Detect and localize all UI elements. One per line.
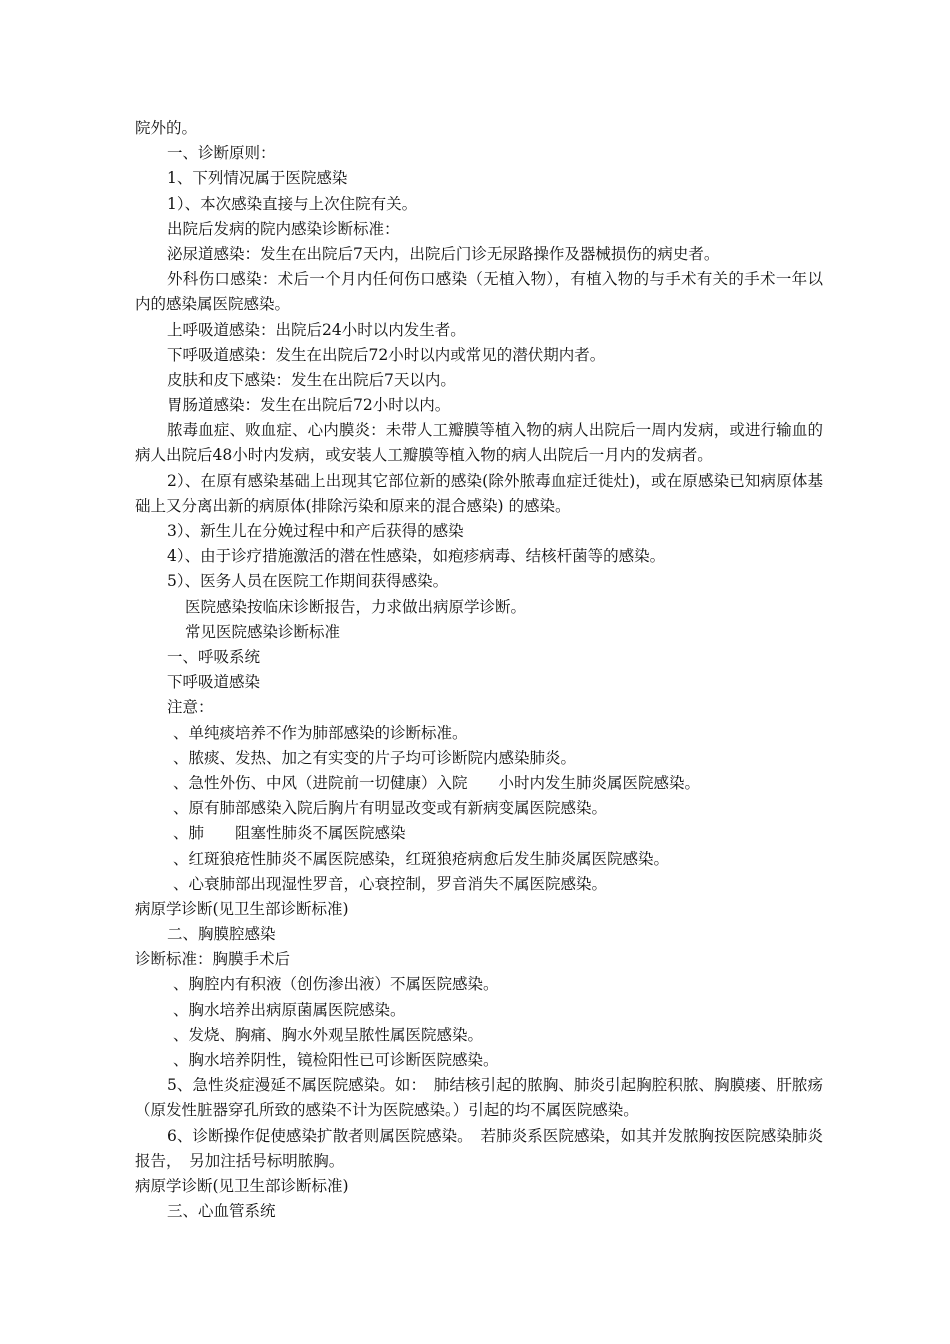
text-line: 1）、本次感染直接与上次住院有关。: [167, 194, 418, 213]
text-line: 3）、新生儿在分娩过程中和产后获得的感染: [167, 522, 464, 541]
text-line: 、胸水培养出病原菌属医院感染。: [173, 1000, 406, 1019]
text-line: 病原学诊断(见卫生部诊断标准): [135, 899, 349, 918]
text-line: 5）、医务人员在医院工作期间获得感染。: [167, 572, 449, 591]
text-line: 、心衰肺部出现湿性罗音，心衰控制，罗音消失不属医院感染。: [173, 874, 608, 893]
text-line: 4）、由于诊疗措施激活的潜在性感染，如疱疹病毒、结核杆菌等的感染。: [167, 547, 666, 566]
text-line: 6、诊断操作促使感染扩散者则属医院感染。 若肺炎系医院感染，如其并发脓胸按医院感染肺炎报告， 另加注括号标明脓胸。: [135, 1126, 823, 1170]
text-line: 泌尿道感染：发生在出院后7天内，出院后门诊无尿路操作及器械损伤的病史者。: [167, 244, 720, 263]
text-line: 1、下列情况属于医院感染: [167, 169, 348, 188]
text-line: 医院感染按临床诊断报告，力求做出病原学诊断。: [185, 597, 527, 616]
text-line: 一、呼吸系统: [167, 648, 261, 667]
text-line: 、原有肺部感染入院后胸片有明显改变或有新病变属医院感染。: [173, 799, 608, 818]
document-body: [135, 116, 823, 1224]
text-line: 、发烧、胸痛、胸水外观呈脓性属医院感染。: [173, 1025, 484, 1044]
text-line: 外科伤口感染：术后一个月内任何伤口感染（无植入物），有植入物的与手术有关的手术一年以内的感染属医院感染。: [135, 270, 823, 314]
text-line: 、胸水培养阴性，镜检阳性已可诊断医院感染。: [173, 1051, 499, 1070]
text-line: 脓毒血症、败血症、心内膜炎：未带人工瓣膜等植入物的病人出院后一周内发病，或进行输血的病人出院后48小时内发病，或安装人工瓣膜等植入物的病人出院后一月内的发病者。: [135, 421, 823, 465]
text-line: 、肺 阻塞性肺炎不属医院感染: [173, 824, 406, 843]
text-line: 诊断标准：胸膜手术后: [135, 950, 291, 969]
text-line: 2）、在原有感染基础上出现其它部位新的感染(除外脓毒血症迁徙灶)，或在原感染已知病原体基础上又分离出新的病原体(排除污染和原来的混合感染) 的感染。: [135, 471, 823, 515]
text-line: 三、心血管系统: [167, 1202, 276, 1221]
text-line: 、红斑狼疮性肺炎不属医院感染，红斑狼疮病愈后发生肺炎属医院感染。: [173, 849, 670, 868]
text-line: 、胸腔内有积液（创伤渗出液）不属医院感染。: [173, 975, 499, 994]
text-line: 胃肠道感染：发生在出院后72小时以内。: [167, 396, 451, 415]
text-line: 下呼吸道感染: [167, 673, 261, 692]
text-line: 病原学诊断(见卫生部诊断标准): [135, 1177, 349, 1196]
text-line: 、单纯痰培养不作为肺部感染的诊断标准。: [173, 723, 468, 742]
text-line: 常见医院感染诊断标准: [185, 622, 341, 641]
text-line: 5、急性炎症漫延不属医院感染。如： 肺结核引起的脓胸、肺炎引起胸腔积脓、胸膜瘘、肝脓疡（原发性脏器穿孔所致的感染不计为医院感染。）引起的均不属医院感染。: [135, 1076, 823, 1120]
text-line: 上呼吸道感染：出院后24小时以内发生者。: [167, 320, 466, 339]
text-line: 下呼吸道感染：发生在出院后72小时以内或常见的潜伏期内者。: [167, 345, 606, 364]
text-line: 院外的。: [135, 119, 198, 137]
text-line: 注意：: [167, 698, 214, 717]
text-line: 一、诊断原则：: [167, 144, 276, 163]
text-line: 二、胸膜腔感染: [167, 925, 276, 944]
text-line: 皮肤和皮下感染：发生在出院后7天以内。: [167, 370, 456, 389]
text-line: 出院后发病的院内感染诊断标准：: [167, 219, 400, 238]
text-line: 、急性外伤、中风（进院前一切健康）入院 小时内发生肺炎属医院感染。: [173, 773, 701, 792]
text-line: 、脓痰、发热、加之有实变的片子均可诊断院内感染肺炎。: [173, 748, 577, 767]
